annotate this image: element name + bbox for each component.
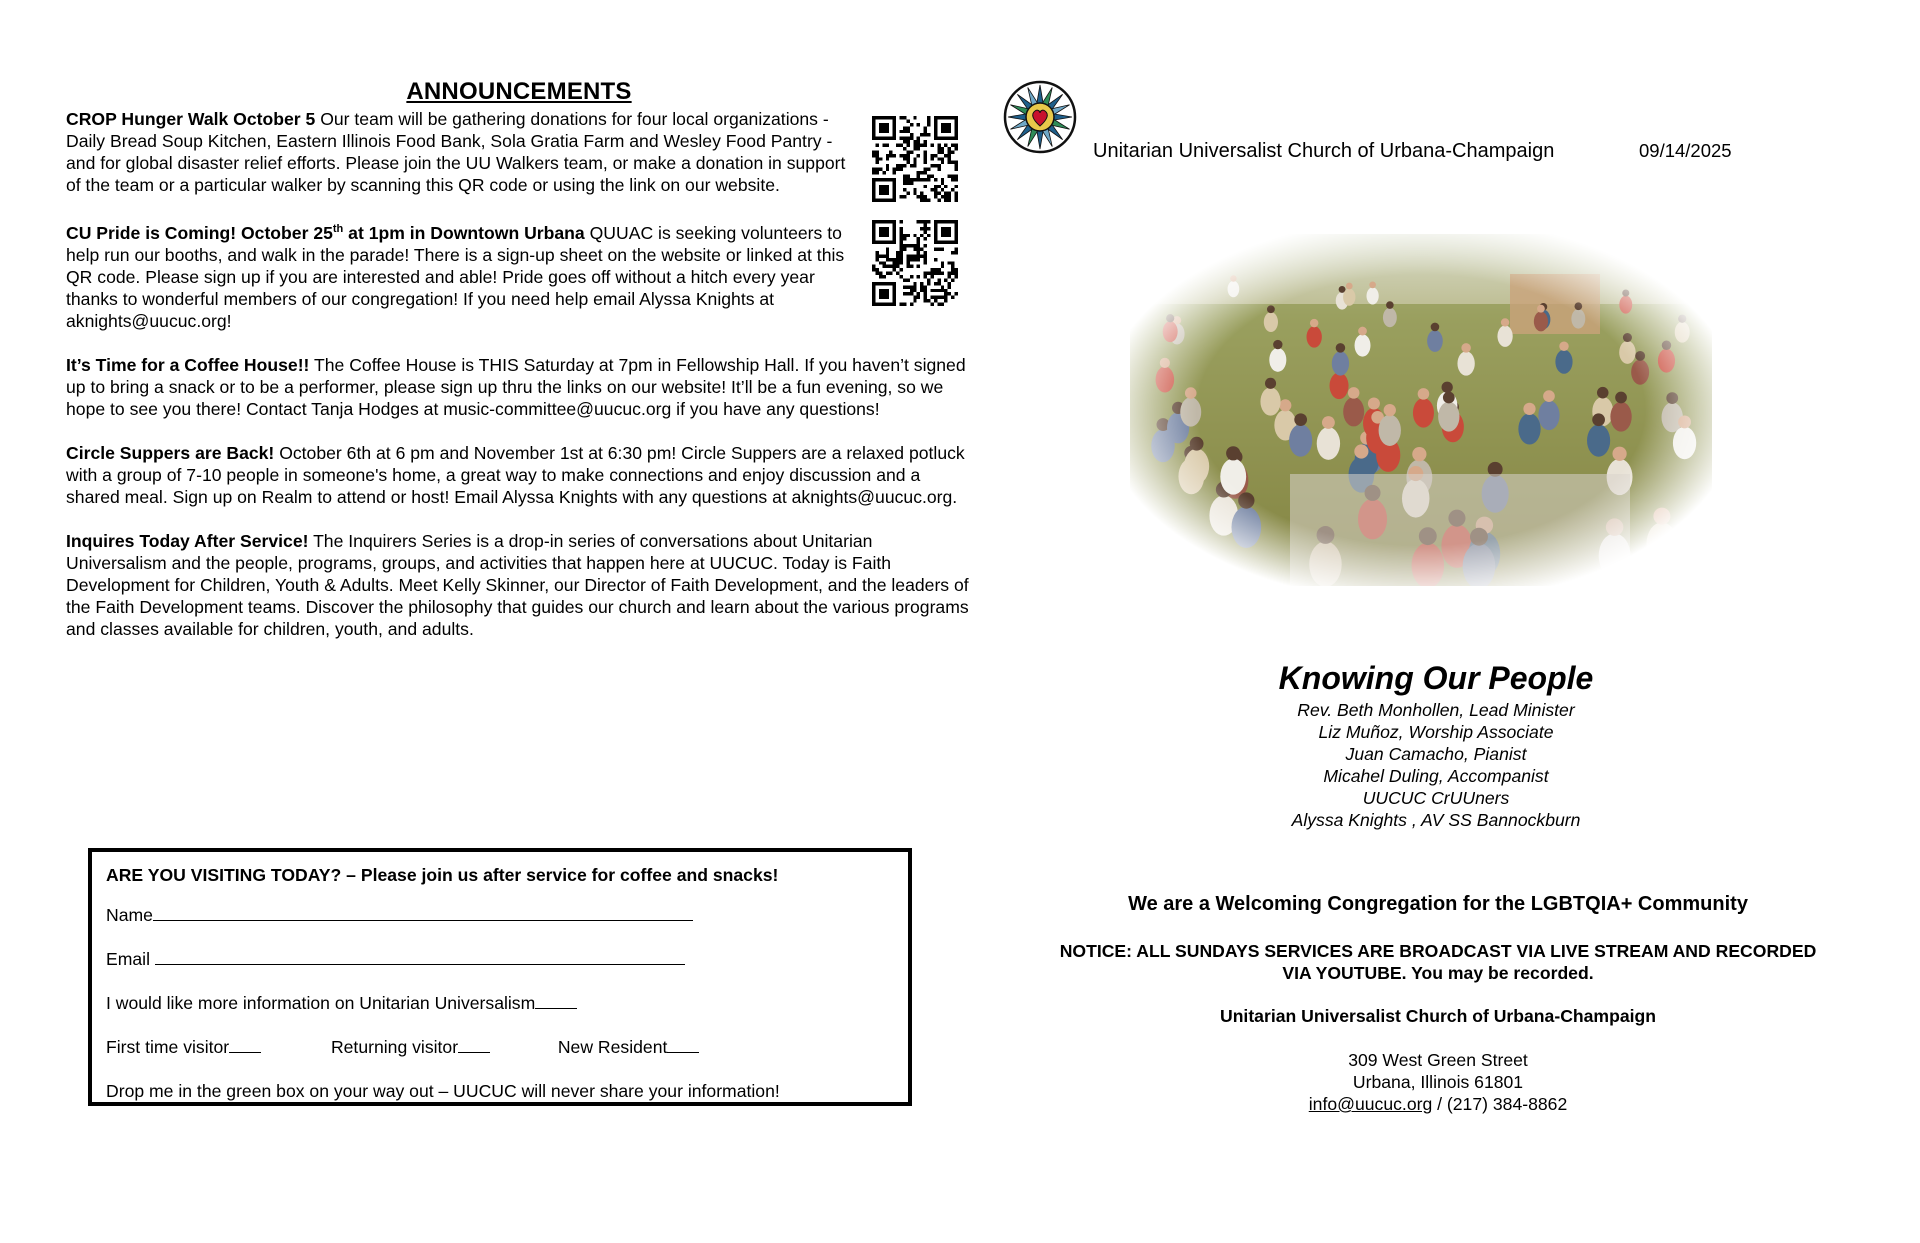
announcement-heading: Circle Suppers are Back! [66,442,275,463]
bulletin-header [1003,80,1763,160]
welcoming-congregation-title: We are a Welcoming Congregation for the LGBTQIA+ Community [1128,893,1748,915]
city-state-zip: Urbana, Illinois 61801 [1352,1072,1524,1092]
visitor-card [88,848,912,1106]
person-line: UUCUC CrUUners [1362,788,1510,808]
person-line: Alyssa Knights , AV SS Bannockburn [1291,810,1581,830]
announcement-circle-suppers [66,442,972,508]
announcements-title: ANNOUNCEMENTS [406,78,632,105]
name-label: Name [106,905,153,925]
footer-church-name: Unitarian Universalist Church of Urbana-Champaign [1219,1006,1656,1026]
person-line: Liz Muñoz, Worship Associate [1318,722,1554,742]
new-resident-label: New Resident [557,1037,668,1057]
info-checkbox[interactable] [535,990,577,1009]
info-label: I would like more information on Unitarian Universalism [106,993,536,1013]
notice-line: NOTICE: ALL SUNDAYS SERVICES ARE BROADCAST VIA LIVE STREAM AND RECORDED [1059,941,1817,961]
returning-checkbox[interactable] [458,1034,490,1053]
email-field[interactable] [155,946,685,965]
announcement-body: October 6th at 6 pm and November 1st at 6:30 pm! Circle Suppers are a relaxed potluck with a group of 7-10 people in someone's home, a great way to make connections and enjoy discussion and a shared meal. Sign up on Realm to attend or host! Email Alyssa Knights with any questions at aknights@uucuc.org. [66,442,965,507]
announcement-body: QUUAC is seeking volunteers to help run our booths, and walk in the parade! There is a sign-up sheet on the website or linked at this QR code. Please sign up if you are interested and able! Pride goes off without a hitch every year thanks to wonderful members of our congregation! If you need help email Alyssa Knights at aknights@uucuc.org! [66,222,845,331]
notice-line: VIA YOUTUBE. You may be recorded. [1282,963,1594,983]
announcement-heading: Inquires Today After Service! [66,530,309,551]
announcement-coffee-house [66,354,972,420]
announcement-inquirers [66,530,972,640]
church-address [1000,1049,1876,1115]
announcement-crop-walk [66,108,972,196]
announcements-section [66,78,972,662]
person-line: Rev. Beth Monhollen, Lead Minister [1297,700,1575,720]
announcement-heading-part2: at 1pm in Downtown Urbana [348,222,585,243]
returning-label: Returning visitor [330,1037,459,1057]
info-row [106,988,894,1032]
email-link[interactable]: info@uucuc.org [1308,1094,1433,1114]
broadcast-notice [1000,940,1876,984]
announcement-heading: CROP Hunger Walk October 5 [66,109,316,129]
announcement-heading-part1: CU Pride is Coming! October 25 [66,222,333,243]
street-address: 309 West Green Street [1348,1050,1528,1070]
announcement-cu-pride [66,218,972,332]
first-time-label: First time visitor [106,1037,230,1057]
church-logo-icon [1003,80,1077,154]
first-time-checkbox[interactable] [229,1034,261,1053]
announcement-heading-sup: th [332,223,344,235]
name-row [106,900,894,944]
phone-number: / (217) 384-8862 [1432,1094,1568,1114]
knowing-our-people [1136,660,1736,831]
qr-code-crop-walk[interactable] [872,116,958,202]
qr-code-cu-pride[interactable] [872,220,958,306]
welcome-section [1000,893,1876,1115]
name-field[interactable] [153,902,693,921]
visitor-card-footer: Drop me in the green box on your way out – UUCUC will never share your information! [106,1081,780,1101]
person-line: Juan Camacho, Pianist [1345,744,1527,764]
church-name: Unitarian Universalist Church of Urbana-Champaign [1093,140,1555,162]
announcement-body: The Coffee House is THIS Saturday at 7pm in Fellowship Hall. If you haven’t signed up to bring a snack or to be a performer, please sign up thru the links on our website! It’ll be a fun evening, so we hope to see you there! Contact Tanja Hodges at music-committee@uucuc.org if you have any questions! [66,354,966,419]
knowing-title: Knowing Our People [1278,660,1594,696]
announcement-heading: It’s Time for a Coffee House!! [66,354,310,375]
new-resident-checkbox[interactable] [667,1034,699,1053]
email-row [106,944,894,988]
person-line: Micahel Duling, Accompanist [1323,766,1549,786]
congregation-picnic-photo [1130,234,1712,586]
contact-line [1000,1093,1876,1115]
announcement-body: Our team will be gathering donations for four local organizations - Daily Bread Soup Kitchen, Eastern Illinois Food Bank, Sola Gratia Farm and Wesley Food Pantry -and for global disaster relief efforts. Please join the UU Walkers team, or make a donation in support of the team or a particular walker by scanning this QR code or using the link on our website. [66,109,846,195]
visitor-card-heading: ARE YOU VISITING TODAY? – Please join us after service for coffee and snacks! [106,865,779,885]
email-label: Email [106,949,150,969]
announcement-body: The Inquirers Series is a drop-in series of conversations about Unitarian Universalism and the people, programs, groups, and activities that happen here at UUCUC. Today is Faith Development for Children, Youth & Adults. Meet Kelly Skinner, our Director of Faith Development, and the leaders of the Faith Development teams. Discover the philosophy that guides our church and learn about the various programs and classes available for children, youth, and adults. [66,530,969,639]
visitor-type-row [106,1032,894,1076]
service-date: 09/14/2025 [1639,140,1732,161]
